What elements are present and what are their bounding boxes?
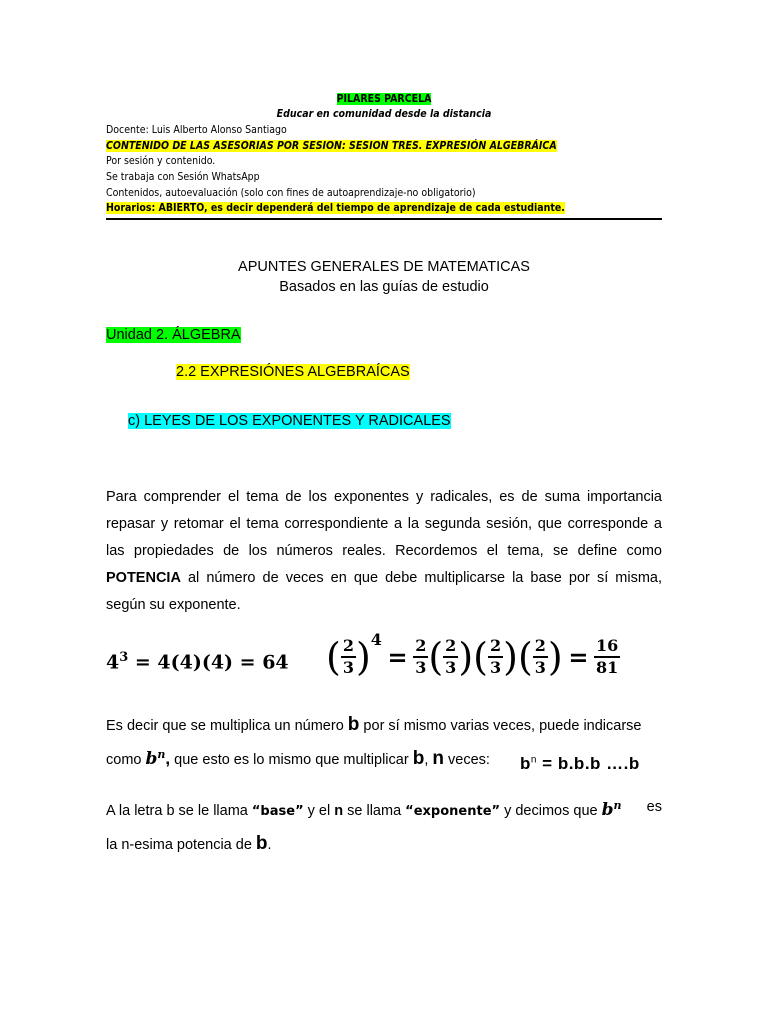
content-line-wrap — [106, 140, 557, 152]
para3-line2 — [106, 833, 272, 855]
para3-text-a: A la letra b se le llama — [106, 802, 252, 819]
schedule-line: Horarios: ABIERTO, es decir dependerá del tiempo de aprendizaje de cada estudiante. — [106, 202, 565, 214]
eq2-f2-den: 3 — [445, 658, 457, 677]
para2-text-b: por sí mismo varias veces, puede indicarse — [359, 718, 642, 734]
para3-text-b: y el — [303, 802, 335, 819]
whatsapp-line: Se trabaja con Sesión WhatsApp — [106, 171, 260, 183]
para2-b: b — [347, 714, 360, 735]
eq2-result-num: 16 — [594, 636, 620, 658]
schedule-line-wrap — [106, 202, 565, 214]
eq2-f1-den: 3 — [415, 658, 427, 677]
subsection-heading: 2.2 EXPRESIÓNES ALGEBRAÍCAS — [176, 364, 410, 380]
para3-line1 — [106, 799, 662, 820]
eq2-f2-num: 2 — [443, 636, 458, 658]
para3-exp-word: “exponente” — [405, 803, 501, 819]
para3-text-c: se llama — [343, 802, 406, 819]
para2-line1 — [106, 714, 641, 736]
sub-title: Basados en las guías de estudio — [279, 279, 489, 295]
para3-es: es — [646, 799, 662, 815]
para3-text-d: y decimos que — [500, 802, 602, 819]
org-name-line — [0, 93, 768, 105]
para2-n: n — [432, 748, 444, 769]
subsection-heading-wrap — [176, 364, 410, 380]
para2-text-a: Es decir que se multiplica un número — [106, 718, 348, 734]
intro-text-b: al número de veces en que debe multiplicarse la base por sí misma, según su exponente. — [106, 570, 662, 613]
para3-period: . — [267, 837, 272, 853]
para3-b-big: b — [255, 833, 268, 854]
para3-bn-base: b — [601, 799, 614, 820]
eq2-den: 3 — [342, 658, 354, 677]
para3-bn-exp: n — [613, 799, 622, 812]
eq1-exp: 3 — [119, 650, 129, 665]
para2-bn-exp: n — [157, 748, 166, 762]
topic-heading: c) LEYES DE LOS EXPONENTES Y RADICALES — [128, 413, 451, 429]
org-name: PILARES PARCELA — [336, 93, 432, 105]
main-title: APUNTES GENERALES DE MATEMATICAS — [238, 259, 530, 275]
para2-line2: como $b^n$, que esto es lo mismo que multiplicar b, n veces: — [106, 748, 490, 769]
equation-power-four — [106, 650, 289, 673]
intro-text-a: Para comprender el tema de los exponentes y radicales, es de suma importancia repasar y retomar el tema correspondiente a la segunda sesión, que corresponde a las propiedades de los números reales. Recordemos el tema, se define como — [106, 489, 662, 559]
eq2-f4-den: 3 — [534, 658, 546, 677]
eq1-rest: = 4(4)(4) = 64 — [128, 651, 289, 674]
intro-paragraph — [106, 484, 662, 619]
tagline: Educar en comunidad desde la distancia — [276, 108, 492, 120]
per-session-line: Por sesión y contenido. — [106, 155, 216, 167]
equation-fraction-power: ( $\frac{2}{3}$ )$^4$ = $\frac{2}{3}$ ( $\frac{2}{3}$ )( $\frac{2}{3}$ )( $\frac{2}{3}$ ) = $\frac{16}{81}$ — [326, 630, 619, 679]
contents-line: Contenidos, autoevaluación (solo con fines de autoaprendizaje-no obligatorio) — [106, 187, 476, 199]
para3-text-line2: la n-esima potencia de — [106, 837, 256, 853]
para2-bn-base: b — [145, 749, 158, 769]
eq2-result-den: 81 — [596, 658, 619, 677]
para2-veces: veces: — [443, 752, 490, 768]
para2-b2: b — [412, 748, 425, 769]
para3-base-word: “base” — [251, 803, 304, 819]
para2-text-c: que esto es lo mismo que multiplicar — [170, 752, 413, 768]
eq2-f3-num: 2 — [488, 636, 503, 658]
formula-rest: = b.b.b ….b — [536, 754, 640, 773]
header-divider — [106, 218, 662, 220]
eq2-num: 2 — [341, 636, 356, 658]
power-definition-formula — [520, 754, 640, 774]
eq2-exp: 4 — [370, 630, 382, 650]
eq2-f1-num: 2 — [413, 636, 428, 658]
eq1-base: 4 — [106, 651, 120, 674]
unit-heading-wrap — [106, 327, 241, 343]
content-line: CONTENIDO DE LAS ASESORIAS POR SESION: SESION TRES. EXPRESIÓN ALGEBRÁICA — [106, 140, 557, 152]
formula-base: b — [520, 754, 531, 773]
para3-n: n — [334, 802, 344, 819]
topic-heading-wrap — [128, 413, 451, 429]
eq2-f4-num: 2 — [533, 636, 548, 658]
unit-heading: Unidad 2. ÁLGEBRA — [106, 327, 241, 343]
eq2-f3-den: 3 — [489, 658, 502, 677]
para2-comma: , — [165, 749, 171, 768]
formula-exp: n — [530, 754, 537, 766]
intro-bold-potencia: POTENCIA — [106, 570, 181, 586]
teacher-line: Docente: Luis Alberto Alonso Santiago — [106, 124, 287, 136]
para2-como: como — [106, 752, 146, 768]
